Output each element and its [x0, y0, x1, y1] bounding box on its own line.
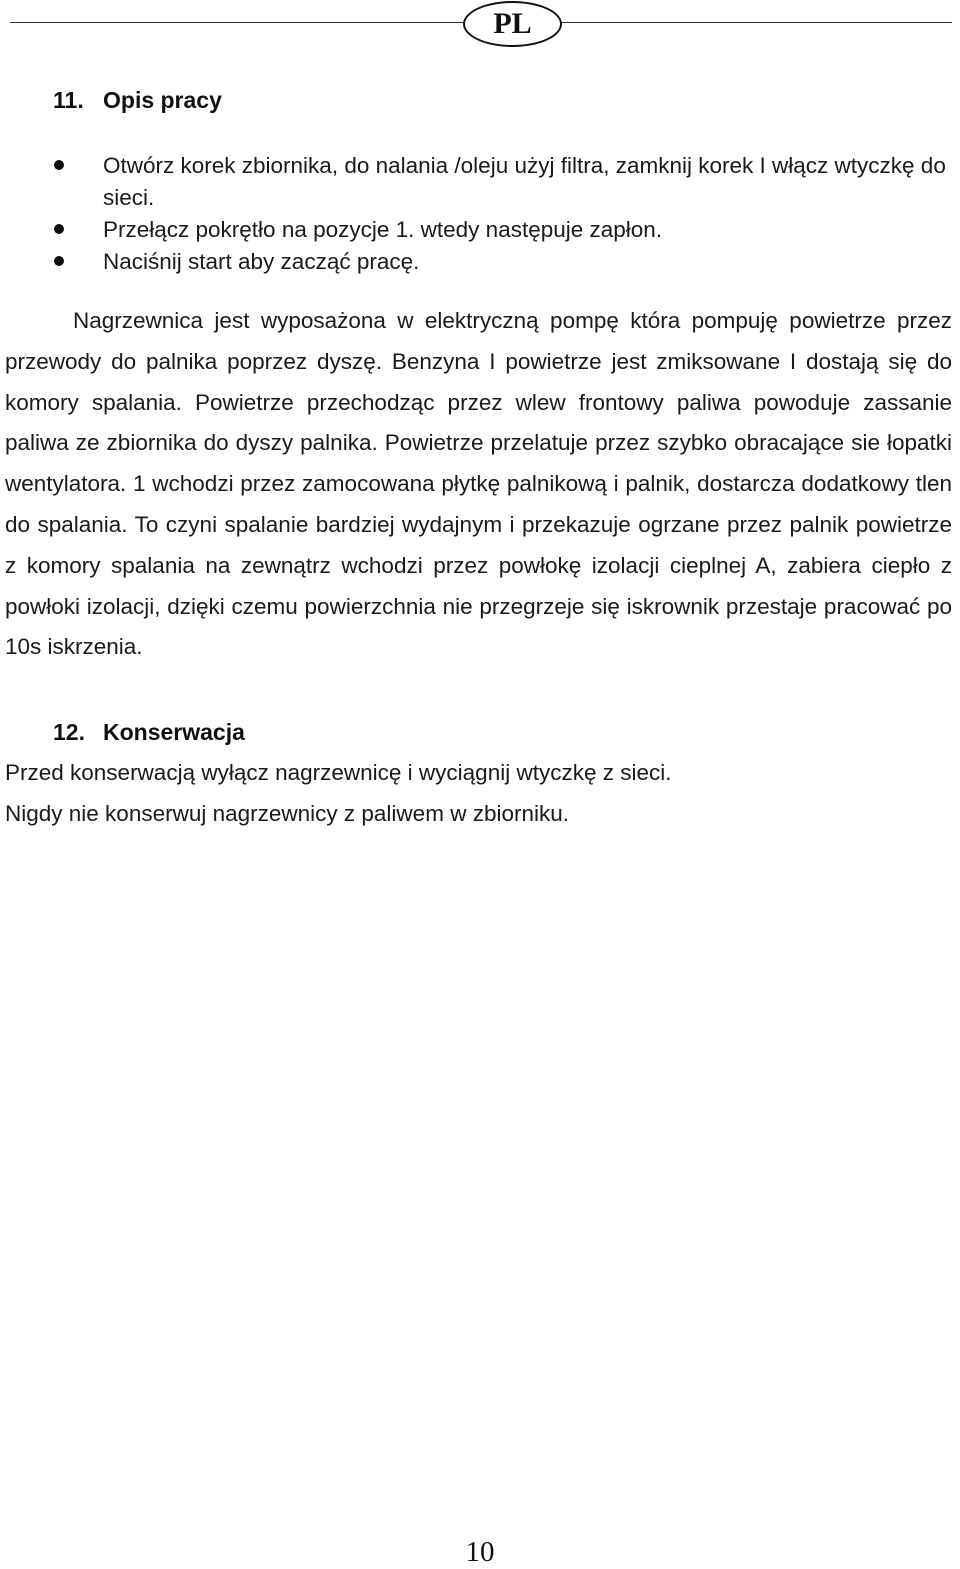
language-badge: PL [463, 1, 562, 47]
list-item-text: Otwórz korek zbiornika, do nalania /oleju użyj filtra, zamknij korek I włącz wtyczkę do sieci. [103, 153, 946, 210]
section-11-number: 11. [53, 87, 84, 113]
bullet-icon [54, 224, 64, 234]
bullet-icon [54, 256, 64, 266]
bullet-icon [54, 160, 64, 170]
maintenance-line-1: Przed konserwacją wyłącz nagrzewnicę i wyciągnij wtyczkę z sieci. [5, 760, 672, 785]
section-12-heading [53, 718, 245, 746]
section-11-heading [53, 86, 222, 114]
list-item-text: Przełącz pokrętło na pozycje 1. wtedy następuje zapłon. [103, 217, 663, 242]
instruction-list [0, 150, 960, 278]
section-11-title: Opis pracy [103, 87, 222, 113]
page-number: 10 [465, 1536, 495, 1568]
description-paragraph: Nagrzewnica jest wyposażona w elektryczną pompę która pompuję powietrze przez przewody do palnika poprzez dyszę. Benzyna I powietrze jest zmiksowane I dostają się do komory spalania. Powietrze przechodząc przez wlew frontowy paliwa powoduje zassanie paliwa ze zbiornika do dyszy palnika. Powietrze przelatuje przez szybko obracające sie łopatki wentylatora. 1 wchodzi przez zamocowana płytkę palnikową i palnik, dostarcza dodatkowy tlen do spalania. To czyni spalanie bardziej wydajnym i przekazuje ogrzane przez palnik powietrze z komory spalania na zewnątrz wchodzi przez powłokę izolacji cieplnej A, zabiera ciepło z powłoki izolacji, dzięki czemu powierzchnia nie przegrzeje się iskrownik przestaje pracować po 10s iskrzenia. [5, 308, 952, 660]
section-12-number: 12. [53, 719, 85, 745]
list-item [0, 214, 960, 246]
maintenance-line-2: Nigdy nie konserwuj nagrzewnicy z paliwem w zbiorniku. [5, 801, 569, 826]
list-item-text: Naciśnij start aby zacząć pracę. [103, 249, 420, 274]
section-12-title: Konserwacja [103, 719, 245, 745]
list-item [0, 246, 960, 278]
list-item [0, 150, 960, 214]
